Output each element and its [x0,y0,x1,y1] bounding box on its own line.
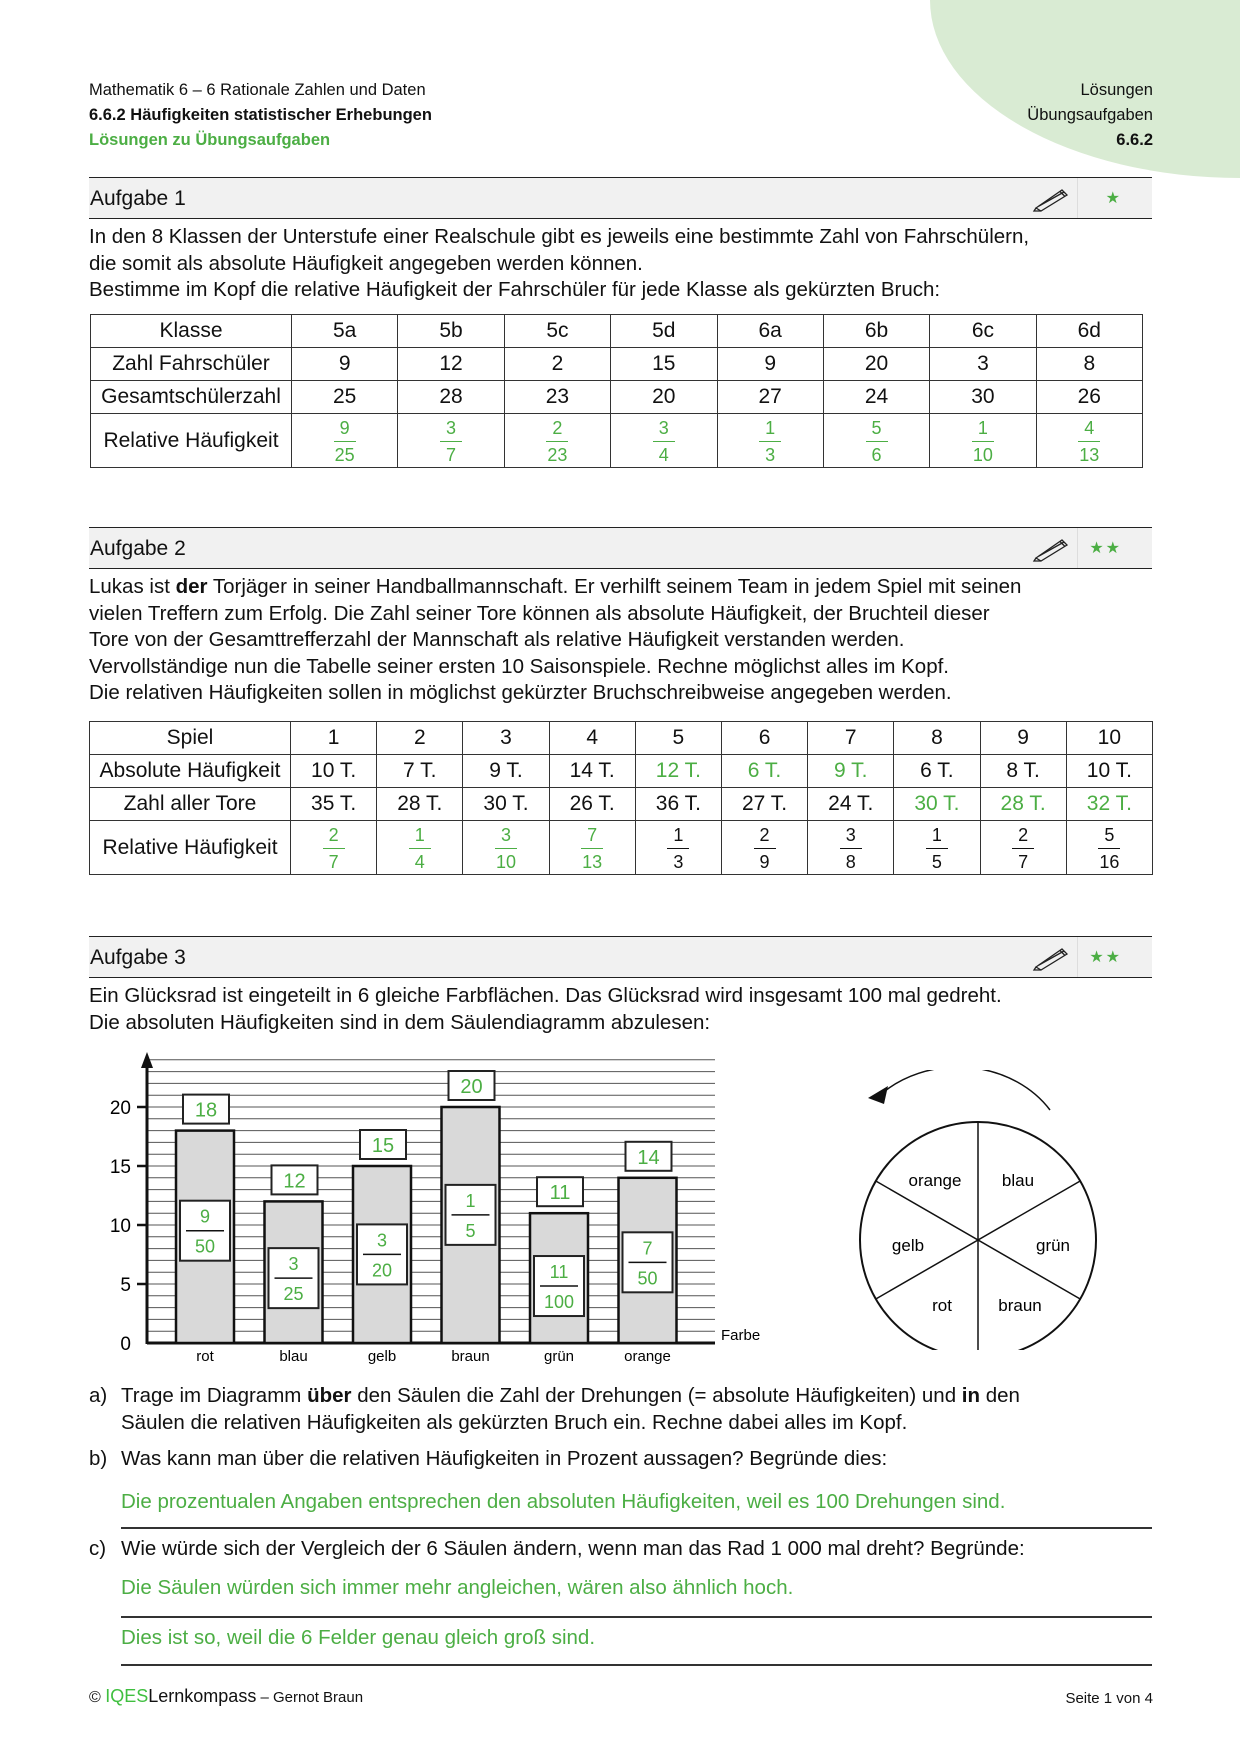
table-cell: 6 [721,722,807,755]
fraction: $\frac{7}{13}$ [582,824,603,873]
table-cell: 26 [1036,381,1142,414]
question-label: c) [89,1537,107,1560]
svg-text:gelb: gelb [367,1348,397,1365]
answer-line [121,1527,1152,1529]
table-row [91,414,1143,468]
svg-text:blau: blau [279,1348,308,1365]
table-cell: 35 T. [291,788,377,821]
svg-text:25: 25 [283,1284,304,1305]
svg-text:20: 20 [460,1076,483,1098]
table-cell: 25 [292,381,398,414]
table-row [90,788,1153,821]
table-row [91,315,1143,348]
table-cell [611,414,717,468]
header-right [1027,78,1153,153]
table-cell [894,821,980,875]
table-cell: 10 T. [1066,755,1152,788]
table-cell: 5d [611,315,717,348]
table-cell: 2 [504,348,610,381]
table-cell: 3 [930,348,1036,381]
task1-title: Aufgabe 1 [90,187,186,210]
table-cell: 23 [504,381,610,414]
table-cell [549,821,635,875]
fraction: $\frac{3}{8}$ [840,825,862,873]
fraction: $\frac{1}{4}$ [409,825,431,873]
table-cell [463,821,549,875]
bold-text: in [961,1384,981,1407]
table-cell [823,414,929,468]
task2-text-line: Die relativen Häufigkeiten sollen in möglichst gekürzter Bruchschreibweise angegeben werden. [89,681,952,704]
svg-text:5: 5 [120,1275,131,1296]
table-cell: 5 [635,722,721,755]
table-row [91,348,1143,381]
fraction: $\frac{5}{6}$ [866,418,888,466]
svg-text:rot: rot [932,1296,952,1315]
fraction: $\frac{1}{3}$ [759,418,781,466]
table-cell: 7 [808,722,894,755]
svg-text:15: 15 [371,1135,395,1157]
copyright-icon: © [89,1689,101,1706]
table-cell: 9 T. [463,755,549,788]
svg-text:rot: rot [196,1348,214,1365]
row-label: Zahl Fahrschüler [91,348,292,381]
svg-text:50: 50 [637,1268,658,1289]
table-cell: 9 [717,348,823,381]
task2-text-line: Vervollständige nun die Tabelle seiner ersten 10 Saisonspiele. Rechne möglichst alles im Kopf. [89,654,949,678]
table-cell: 1 [291,722,377,755]
wheel-of-fortune-diagram [840,1070,1120,1350]
table-cell: 5a [292,315,398,348]
row-label: Gesamtschülerzahl [91,381,292,414]
text: Lukas ist [89,575,176,598]
table-cell: 6 T. [721,755,807,788]
svg-text:9: 9 [199,1206,211,1227]
row-label: Relative Häufigkeit [90,821,291,875]
table-row [90,755,1153,788]
pencil-icon [1032,943,1072,971]
table-cell [980,821,1066,875]
task2-text-line: Tore von der Gesamttrefferzahl der Mannschaft als relative Häufigkeit verstanden werden. [89,628,905,651]
svg-text:12: 12 [283,1170,306,1193]
text: Torjäger in seiner Handballmannschaft. Er verhilft seinem Team in jedem Spiel mit seinen [207,575,1022,598]
table-cell: 27 T. [721,788,807,821]
header-right-line2: Übungsaufgaben [1027,106,1153,124]
table-cell: 8 [1036,348,1142,381]
svg-text:grün: grün [543,1348,575,1365]
svg-text:10: 10 [109,1216,131,1237]
task1-table [90,314,1143,468]
header-section-number: 6.6.2 [1116,131,1153,149]
table-cell: 26 T. [549,788,635,821]
table-cell: 12 [398,348,504,381]
pencil-icon [1032,534,1072,562]
table-cell [377,821,463,875]
svg-text:100: 100 [543,1292,575,1313]
table-cell [635,821,721,875]
table-cell: 4 [549,722,635,755]
fraction: $\frac{4}{13}$ [1079,417,1100,466]
svg-text:3: 3 [288,1254,299,1275]
answer-line [121,1616,1152,1618]
table-cell: 32 T. [1066,788,1152,821]
table-cell: 24 T. [808,788,894,821]
difficulty-stars-icon: ★★ [1089,540,1122,557]
svg-text:20: 20 [109,1098,131,1119]
fraction: $\frac{2}{7}$ [1012,825,1034,873]
table-row [91,381,1143,414]
svg-text:7: 7 [642,1238,653,1259]
bold-text: über [307,1384,352,1407]
table-cell: 30 T. [894,788,980,821]
table-cell: 14 T. [549,755,635,788]
svg-text:20: 20 [371,1260,393,1281]
table-cell: 9 [980,722,1066,755]
fraction: $\frac{3}{4}$ [653,418,675,466]
fraction: $\frac{2}{7}$ [323,825,345,873]
svg-text:15: 15 [109,1157,131,1178]
task2-text-line: vielen Treffern zum Erfolg. Die Zahl seiner Tore können als absolute Häufigkeit, der Bruchteil dieser [89,601,990,625]
brand-iqes: IQES [105,1686,149,1706]
task3-title: Aufgabe 3 [90,946,186,969]
table-cell: 12 T. [635,755,721,788]
header-right-line1: Lösungen [1080,81,1153,99]
svg-text:braun: braun [451,1348,490,1365]
table-cell: 6c [930,315,1036,348]
table-row [90,722,1153,755]
task2-table [89,721,1153,875]
table-cell: 28 [398,381,504,414]
row-label: Spiel [90,722,291,755]
row-label: Relative Häufigkeit [91,414,292,468]
fraction: $\frac{5}{16}$ [1099,824,1120,873]
svg-text:Farbe: Farbe [721,1327,761,1344]
text: den [980,1384,1020,1407]
task1-text [89,224,1159,304]
task3-text [89,983,1159,1036]
svg-text:grün: grün [1035,1236,1071,1255]
svg-text:11: 11 [549,1262,569,1283]
table-cell: 36 T. [635,788,721,821]
task2-header [89,527,1152,569]
subject-line: Mathematik 6 – 6 Rationale Zahlen und Daten [89,81,426,99]
question-line [121,1383,1161,1410]
bold-text: der [175,575,208,598]
table-cell: 5c [504,315,610,348]
row-label: Absolute Häufigkeit [90,755,291,788]
table-cell: 9 T. [808,755,894,788]
table-cell [292,414,398,468]
table-cell [291,821,377,875]
text: Trage im Diagramm [121,1384,308,1407]
fraction: $\frac{3}{7}$ [440,418,462,466]
fraction: $\frac{1}{10}$ [972,417,993,466]
difficulty-star-icon: ★ [1105,190,1122,207]
task3-header [89,936,1152,978]
table-cell: 6d [1036,315,1142,348]
svg-text:14: 14 [637,1146,660,1169]
topic-title: 6.6.2 Häufigkeiten statistischer Erhebungen [89,106,432,124]
svg-text:50: 50 [194,1236,216,1257]
table-cell: 10 T. [291,755,377,788]
svg-text:1: 1 [465,1190,476,1211]
question-text: Was kann man über die relativen Häufigkeiten in Prozent aussagen? Begründe dies: [121,1447,888,1470]
task2-text [89,574,1159,707]
table-cell: 8 T. [980,755,1066,788]
table-cell: 20 [823,348,929,381]
answer-c-line1: Die Säulen würden sich immer mehr angleichen, wären also ähnlich hoch. [121,1576,794,1599]
table-cell: 15 [611,348,717,381]
answer-b: Die prozentualen Angaben entsprechen den absoluten Häufigkeiten, weil es 100 Drehungen sind. [121,1490,1006,1513]
task3-text-line: Die absoluten Häufigkeiten sind in dem Säulendiagramm abzulesen: [89,1010,711,1034]
task1-text-line: Bestimme im Kopf die relative Häufigkeit der Fahrschüler für jede Klasse als gekürzten Bruch: [89,278,941,301]
task2-title: Aufgabe 2 [90,537,186,560]
fraction: $\frac{2}{23}$ [547,417,568,466]
fraction: $\frac{3}{10}$ [495,824,516,873]
fraction: $\frac{2}{9}$ [754,825,776,873]
divider [1077,937,1078,977]
bar-chart [95,1050,795,1370]
divider [1077,528,1078,568]
table-cell [930,414,1036,468]
table-cell: 30 T. [463,788,549,821]
fraction: $\frac{1}{5}$ [926,825,948,873]
table-cell: 28 T. [377,788,463,821]
svg-text:18: 18 [194,1099,218,1122]
table-cell: 6a [717,315,823,348]
table-cell: 2 [377,722,463,755]
table-cell: 7 T. [377,755,463,788]
svg-text:gelb: gelb [891,1236,925,1255]
table-cell [1066,821,1152,875]
table-row [90,821,1153,875]
svg-text:5: 5 [465,1220,476,1241]
svg-text:3: 3 [376,1230,388,1251]
row-label: Klasse [91,315,292,348]
svg-text:11: 11 [549,1182,571,1205]
pencil-icon [1032,184,1072,212]
task3-text-line: Ein Glücksrad ist eingeteilt in 6 gleiche Farbflächen. Das Glücksrad wird insgesamt 100 mal gedreht. [89,984,1002,1007]
question-text: Wie würde sich der Vergleich der 6 Säulen ändern, wenn man das Rad 1 000 mal dreht? Begründe: [121,1537,1025,1560]
table-cell: 20 [611,381,717,414]
row-label: Zahl aller Tore [90,788,291,821]
solutions-subtitle: Lösungen zu Übungsaufgaben [89,131,331,149]
footer [89,1686,363,1707]
brand-lernkompass: Lernkompass [148,1686,257,1706]
answer-c-line2: Dies ist so, weil die 6 Felder genau gleich groß sind. [121,1626,596,1649]
divider [1077,178,1078,218]
table-cell [717,414,823,468]
table-cell: 3 [463,722,549,755]
table-cell: 6 T. [894,755,980,788]
task1-text-line: In den 8 Klassen der Unterstufe einer Realschule gibt es jeweils eine bestimmte Zahl von Fahrschülern, [89,225,1030,248]
page-number: Seite 1 von 4 [1065,1690,1153,1707]
task1-text-line: die somit als absolute Häufigkeit angegeben werden können. [89,251,643,275]
svg-text:orange: orange [908,1171,962,1190]
question-line: Säulen die relativen Häufigkeiten als gekürzten Bruch ein. Rechne dabei alles im Kopf. [121,1410,908,1434]
table-cell [721,821,807,875]
table-cell: 30 [930,381,1036,414]
svg-text:braun: braun [998,1296,1042,1315]
svg-text:0: 0 [120,1334,131,1355]
table-cell: 27 [717,381,823,414]
question-label: a) [89,1384,108,1407]
table-cell [808,821,894,875]
table-cell [504,414,610,468]
text: den Säulen die Zahl der Drehungen (= absolute Häufigkeiten) und [351,1384,962,1407]
svg-text:orange: orange [624,1348,671,1365]
table-cell: 8 [894,722,980,755]
table-cell: 28 T. [980,788,1066,821]
table-cell: 6b [823,315,929,348]
table-cell [398,414,504,468]
author: – Gernot Braun [256,1689,364,1706]
question-text [121,1383,1161,1436]
table-cell: 9 [292,348,398,381]
svg-text:blau: blau [1001,1171,1035,1190]
answer-line [121,1664,1152,1666]
difficulty-stars-icon: ★★ [1089,949,1122,966]
table-cell: 5b [398,315,504,348]
task1-header [89,177,1152,219]
question-label: b) [89,1447,108,1470]
task2-text-line [89,574,1159,601]
fraction: $\frac{1}{3}$ [667,825,689,873]
table-cell [1036,414,1142,468]
document-header [89,78,432,153]
fraction: $\frac{9}{25}$ [334,417,355,466]
table-cell: 24 [823,381,929,414]
table-cell: 10 [1066,722,1152,755]
